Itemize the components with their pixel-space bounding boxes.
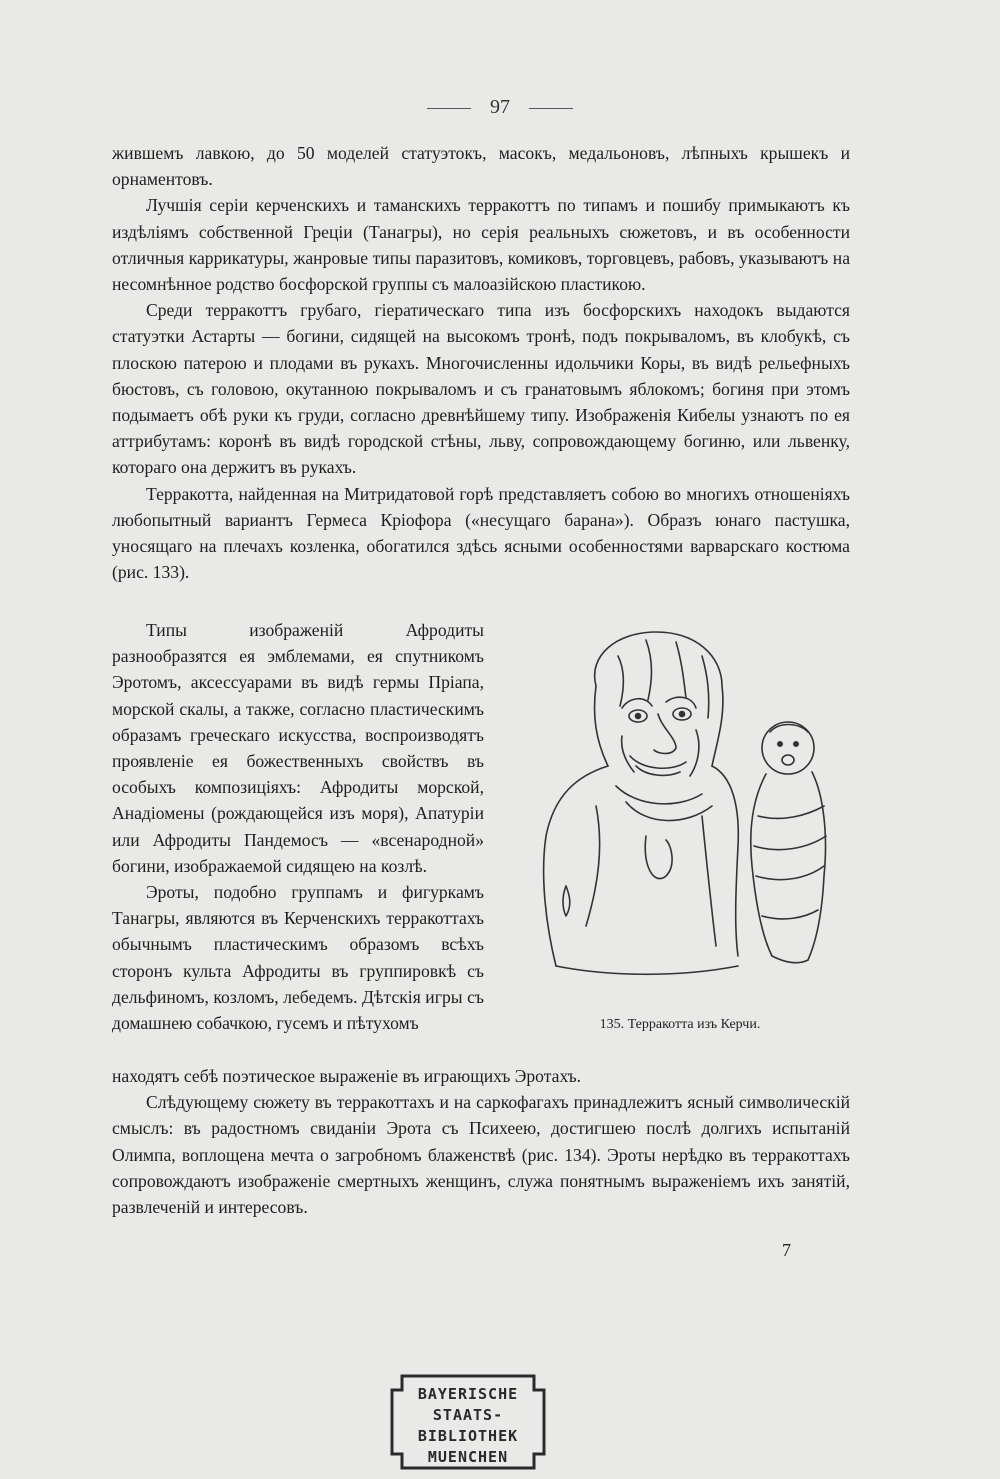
paragraph: Типы изображеній Афродиты разнообразятся ея эмблемами, ея спутникомъ Эротомъ, аксессуарами въ видѣ гермы Пріапа, морской скалы, а также, согласно пластическимъ образамъ греческаго искусства, воспроизводятъ проявленіе ея божественныхъ свойствъ въ особыхъ композиціяхъ: Афродиты морской, Анадіомены (рождающейся изъ моря), Апатуріи или Афродиты Пандемосъ — «всенародной» богини, изображаемой сидящею на козлѣ.	[112, 620, 484, 876]
terracotta-figure-illustration	[526, 626, 846, 996]
main-text-top	[112, 140, 850, 585]
main-text-bottom	[112, 1063, 850, 1220]
header-rule-right	[529, 108, 573, 109]
main-text-beside-figure	[112, 617, 484, 1036]
paragraph: Лучшія серіи керченскихъ и таманскихъ терракоттъ по типамъ и пошибу примыкаютъ къ издѣліямъ собственной Греціи (Танагры), но серія реальныхъ сюжетовъ, и въ особенности отличныя каррикатуры, жанровые типы паразитовъ, комиковъ, торговцевъ, рабовъ, указываютъ на несомнѣнное родство босфорской группы съ малоазійскою пластикою.	[112, 195, 850, 295]
figure-caption: 135. Терракотта изъ Керчи.	[599, 1017, 761, 1032]
paragraph: Среди терракоттъ грубаго, гіератическаго типа изъ босфорскихъ находокъ выдаются статуэтки Астарты — богини, сидящей на высокомъ тронѣ, подъ покрываломъ, въ клобукѣ, съ плоскою патерою и плодами въ рукахъ. Многочисленны идольчики Коры, въ видѣ рельефныхъ бюстовъ, съ головою, окутанною покрываломъ и съ гранатовымъ яблокомъ; богиня при этомъ подымаетъ обѣ руки къ груди, согласно древнѣйшему типу. Изображенія Кибелы узнаютъ по ея аттрибутамъ: коронѣ въ видѣ городской стѣны, льву, сопровождающему богиню, или львенку, котораго она держитъ въ рукахъ.	[112, 300, 850, 478]
stamp-line: BAYERISCHE	[417, 1385, 519, 1403]
signature-mark: 7	[782, 1240, 791, 1260]
paragraph: Слѣдующему сюжету въ терракоттахъ и на саркофагахъ принадлежитъ ясный символическій смыслъ: въ радостномъ свиданіи Эрота съ Психеею, достигшею послѣ долгихъ испытаній Олимпа, воплощена мечта о загробномъ блаженствѣ (рис. 134). Эроты нерѣдко въ терракоттахъ сопровождаютъ изображеніе смертныхъ женщинъ, служа понятнымъ выраженіемъ ихъ занятій, развлеченій и интересовъ.	[112, 1092, 850, 1218]
figure-terracotta	[516, 626, 862, 1004]
stamp-line: BIBLIOTHEK	[417, 1427, 519, 1445]
paragraph: Эроты, подобно группамъ и фигуркамъ Танагры, являются въ Керченскихъ терракоттахъ обычнымъ пластическимъ образомъ всѣхъ сторонъ культа Афродиты въ группировкѣ съ дельфиномъ, козломъ, лебедемъ. Дѣтскія игры съ домашнею собачкою, гусемъ и пѣтухомъ	[112, 882, 484, 1034]
stamp-line: MUENCHEN	[427, 1448, 509, 1466]
page-header	[0, 96, 1000, 119]
paragraph: жившемъ лавкою, до 50 моделей статуэтокъ, масокъ, медальоновъ, лѣпныхъ крышекъ и орнаментовъ.	[112, 143, 850, 190]
stamp-line: STAATS-	[432, 1406, 504, 1424]
paragraph: находятъ себѣ поэтическое выраженіе въ играющихъ Эротахъ.	[112, 1066, 582, 1086]
stamp-text	[388, 1384, 548, 1468]
library-stamp	[388, 1370, 548, 1474]
page-number: 97	[490, 96, 510, 118]
header-rule-left	[427, 108, 471, 109]
paragraph: Терракотта, найденная на Митридатовой горѣ представляетъ собою во многихъ отношеніяхъ любопытный вариантъ Гермеса Кріофора («несущаго барана»). Образъ юнаго пастушка, уносящаго на плечахъ козленка, обогатился здѣсь ясными особенностями варварскаго костюма (рис. 133).	[112, 483, 850, 583]
